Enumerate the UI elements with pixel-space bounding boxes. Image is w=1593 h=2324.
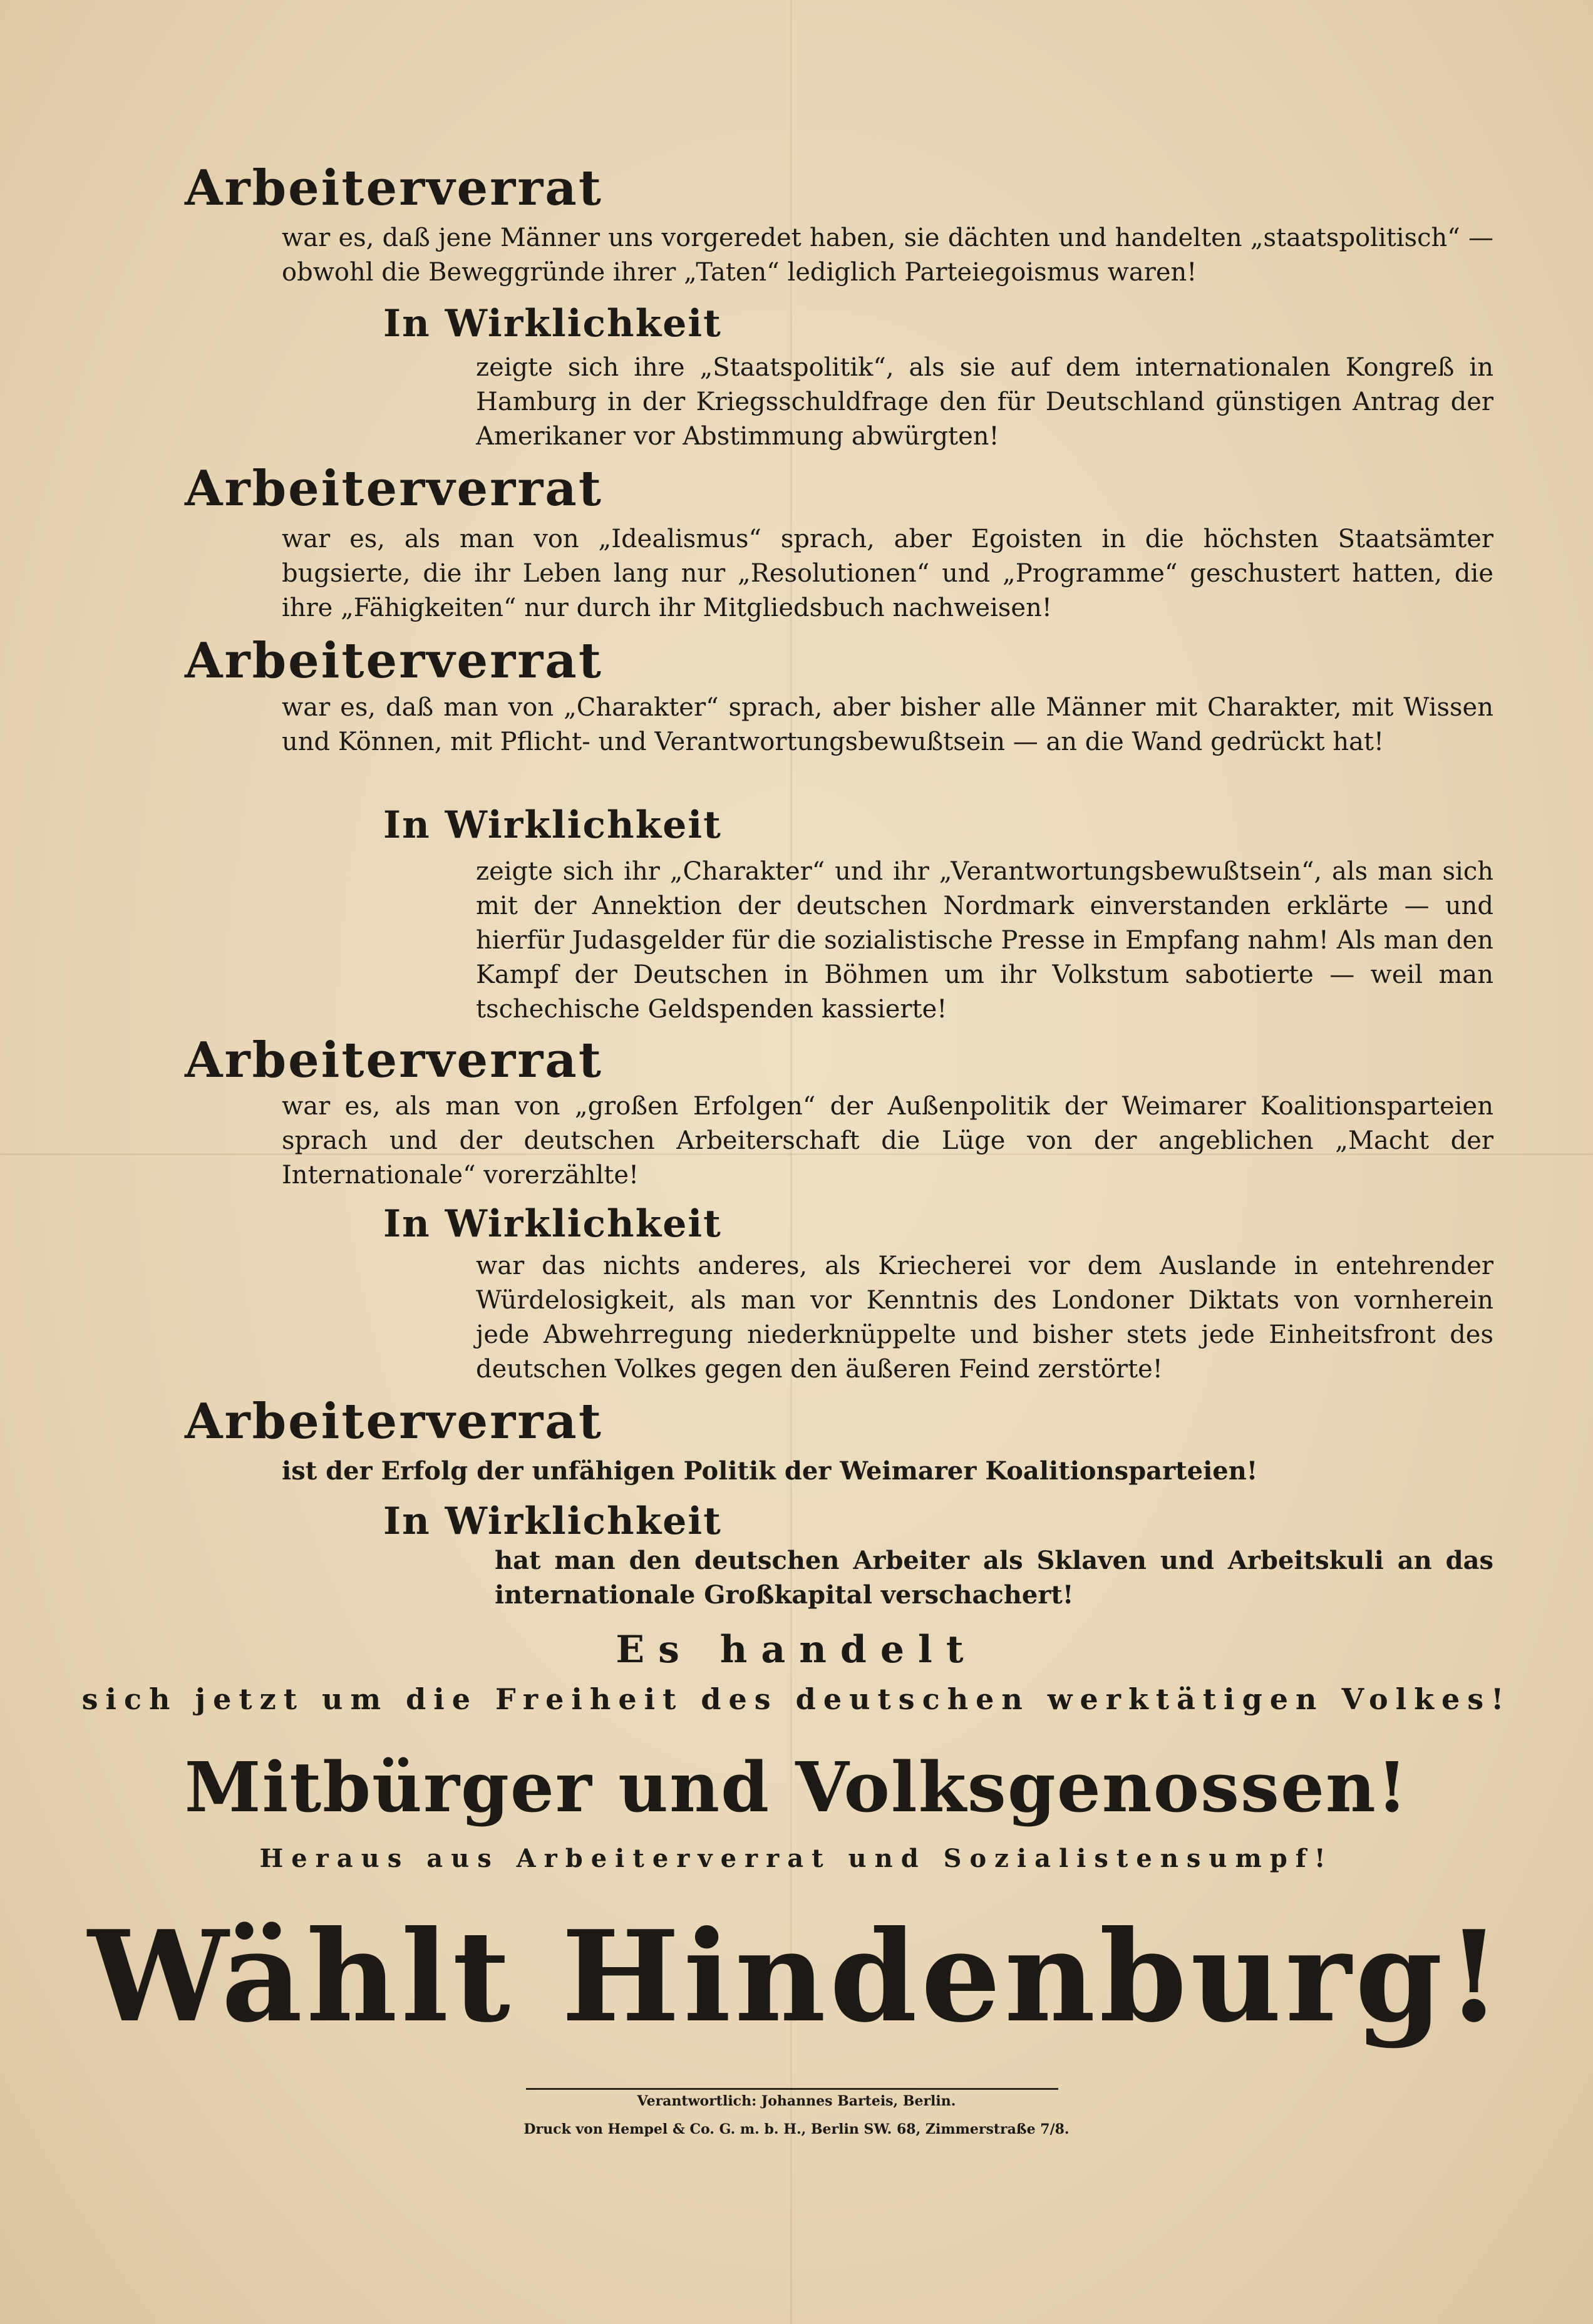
reality-paragraph-2: zeigte sich ihr „Charakter“ und ihr „Verantwortungsbewußtsein“, als man sich mit der Annektion der deutschen Nordmark einverstanden erklärte — und hierfür Judasgelder für die sozialistische Presse in Empfang nahm! Als man den Kampf der Deutschen in Böhmen um ihr Volkstum sabotierte — weil man tschechische Geldspenden kassierte! [476, 857, 1493, 1024]
heading-arbeiterverrat-1: Arbeiterverrat [185, 160, 603, 217]
paragraph-1: war es, daß jene Männer uns vorgeredet haben, sie dächten und handelten „staatspolitisch“ — obwohl die Beweggründe ihrer „Taten“ lediglich Parteiegoismus waren! [282, 224, 1493, 287]
paragraph-4: war es, als man von „großen Erfolgen“ der Außenpolitik der Weimarer Koalitionsparteien sprach und der deutschen Arbeiterschaft die Lüge von der angeblichen „Macht der Internationale“ vorerzählte! [282, 1092, 1493, 1190]
heading-arbeiterverrat-5: Arbeiterverrat [185, 1393, 603, 1450]
heading-arbeiterverrat-2: Arbeiterverrat [185, 460, 603, 517]
closing-line-1: Es handelt [616, 1628, 977, 1672]
paragraph-5: ist der Erfolg der unfähigen Politik der Weimarer Koalitionsparteien! [282, 1456, 1258, 1486]
call-to-action: Heraus aus Arbeiterverrat und Sozialistensumpf! [259, 1844, 1334, 1873]
imprint-responsible: Verantwortlich: Johannes Barteis, Berlin. [637, 2093, 956, 2109]
subheading-wirklichkeit-4: In Wirklichkeit [383, 1499, 722, 1543]
heading-arbeiterverrat-4: Arbeiterverrat [185, 1032, 603, 1089]
imprint-divider [526, 2088, 1058, 2090]
paragraph-3: war es, daß man von „Charakter“ sprach, aber bisher alle Männer mit Charakter, mit Wissen und Können, mit Pflicht- und Verantwortungsbewußtsein — an die Wand gedrückt hat! [282, 693, 1493, 756]
subheading-wirklichkeit-2: In Wirklichkeit [383, 803, 722, 847]
paragraph-2: war es, als man von „Idealismus“ sprach, aber Egoisten in die höchsten Staatsämter bugsierte, die ihr Leben lang nur „Resolutionen“ und „Programme“ geschustert hatten, die ihre „Fähigkeiten“ nur durch ihr Mitgliedsbuch nachweisen! [282, 525, 1493, 622]
closing-line-2: sich jetzt um die Freiheit des deutschen werktätigen Volkes! [81, 1682, 1512, 1716]
subheading-wirklichkeit-3: In Wirklichkeit [383, 1202, 722, 1246]
reality-paragraph-3: war das nichts anderes, als Kriecherei vor dem Auslande in entehrender Würdelosigkeit, als man vor Kenntnis des Londoner Diktats von vornherein jede Abwehrregung niederknüppelte und bisher stets jede Einheitsfront des deutschen Volkes gegen den äußeren Feind zerstörte! [476, 1252, 1493, 1384]
imprint-printer: Druck von Hempel & Co. G. m. b. H., Berlin SW. 68, Zimmerstraße 7/8. [523, 2121, 1070, 2137]
heading-arbeiterverrat-3: Arbeiterverrat [185, 632, 603, 689]
reality-paragraph-1: zeigte sich ihre „Staatspolitik“, als sie auf dem internationalen Kongreß in Hamburg in der Kriegsschuldfrage den für Deutschland günstigen Antrag der Amerikaner vor Abstimmung abwürgten! [476, 353, 1493, 451]
reality-paragraph-4: hat man den deutschen Arbeiter als Sklaven und Arbeitskuli an das internationale Großkapital verschachert! [495, 1546, 1493, 1610]
appeal-heading: Mitbürger und Volksgenossen! [184, 1747, 1409, 1828]
subheading-wirklichkeit-1: In Wirklichkeit [383, 302, 722, 346]
slogan-waehlt-hindenburg: Wählt Hindenburg! [88, 1903, 1505, 2050]
